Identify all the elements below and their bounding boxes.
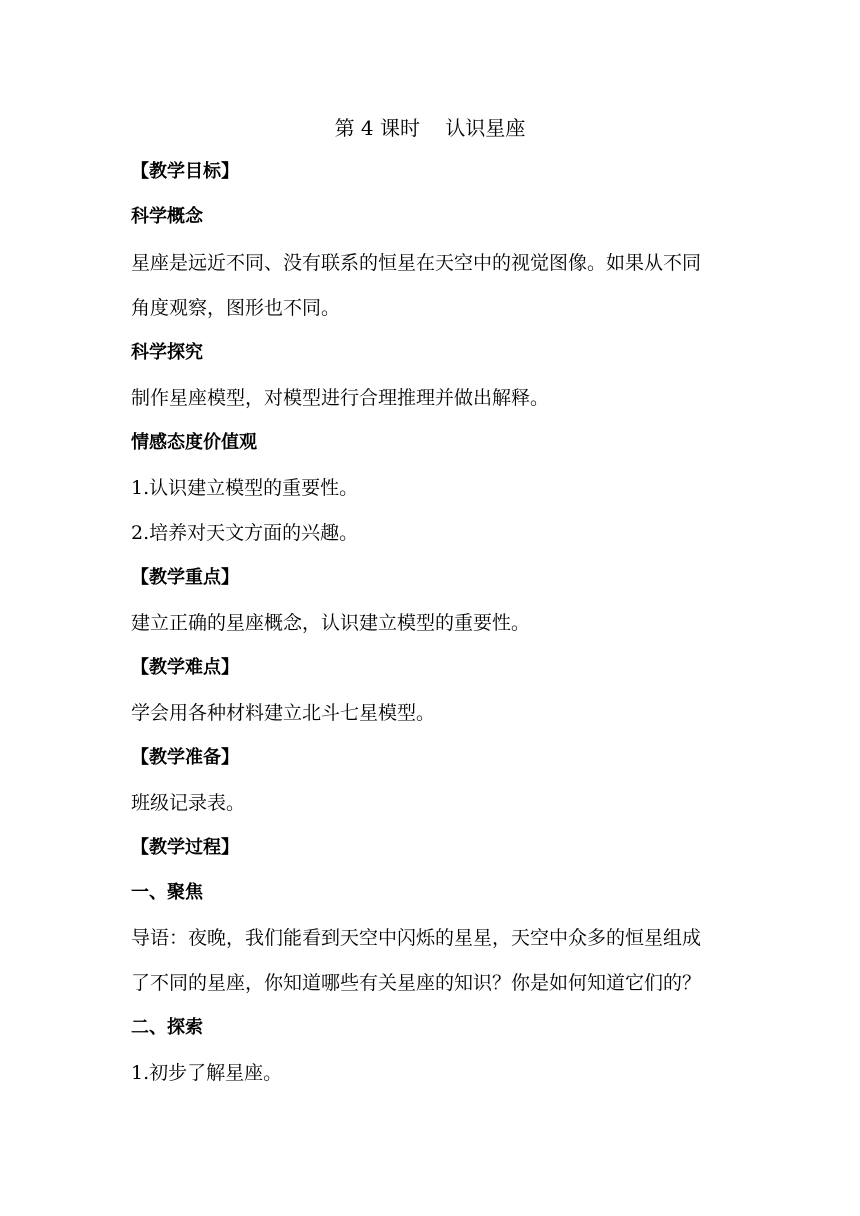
section-heading-process: 【教学过程】 — [131, 837, 239, 858]
subheading-explore: 二、探索 — [131, 1017, 203, 1038]
paragraph-line: 学会用各种材料建立北斗七星模型。 — [131, 702, 436, 724]
paragraph-line: 班级记录表。 — [131, 792, 246, 814]
section-heading-teaching-goals: 【教学目标】 — [131, 161, 239, 182]
list-item: 1.认识建立模型的重要性。 — [131, 477, 359, 499]
paragraph-line: 角度观察，图形也不同。 — [131, 297, 341, 319]
subheading-focus: 一、聚焦 — [131, 882, 203, 903]
paragraph-line: 建立正确的星座概念，认识建立模型的重要性。 — [131, 612, 531, 634]
section-heading-preparation: 【教学准备】 — [131, 747, 239, 768]
list-item: 2.培养对天文方面的兴趣。 — [131, 522, 359, 544]
paragraph-line: 制作星座模型，对模型进行合理推理并做出解释。 — [131, 387, 550, 409]
subheading-science-concept: 科学概念 — [131, 206, 203, 227]
section-heading-difficulties: 【教学难点】 — [131, 657, 239, 678]
subheading-science-inquiry: 科学探究 — [131, 342, 203, 363]
list-item: 1.初步了解星座。 — [131, 1062, 283, 1084]
paragraph-line: 星座是远近不同、没有联系的恒星在天空中的视觉图像。如果从不同 — [131, 252, 702, 274]
lesson-title: 第 4 课时 认识星座 — [334, 116, 526, 140]
paragraph-line: 了不同的星座，你知道哪些有关星座的知识？你是如何知道它们的？ — [131, 972, 702, 994]
subheading-attitude-values: 情感态度价值观 — [131, 432, 257, 453]
paragraph-line: 导语：夜晚，我们能看到天空中闪烁的星星，天空中众多的恒星组成 — [131, 927, 702, 949]
section-heading-key-points: 【教学重点】 — [131, 567, 239, 588]
